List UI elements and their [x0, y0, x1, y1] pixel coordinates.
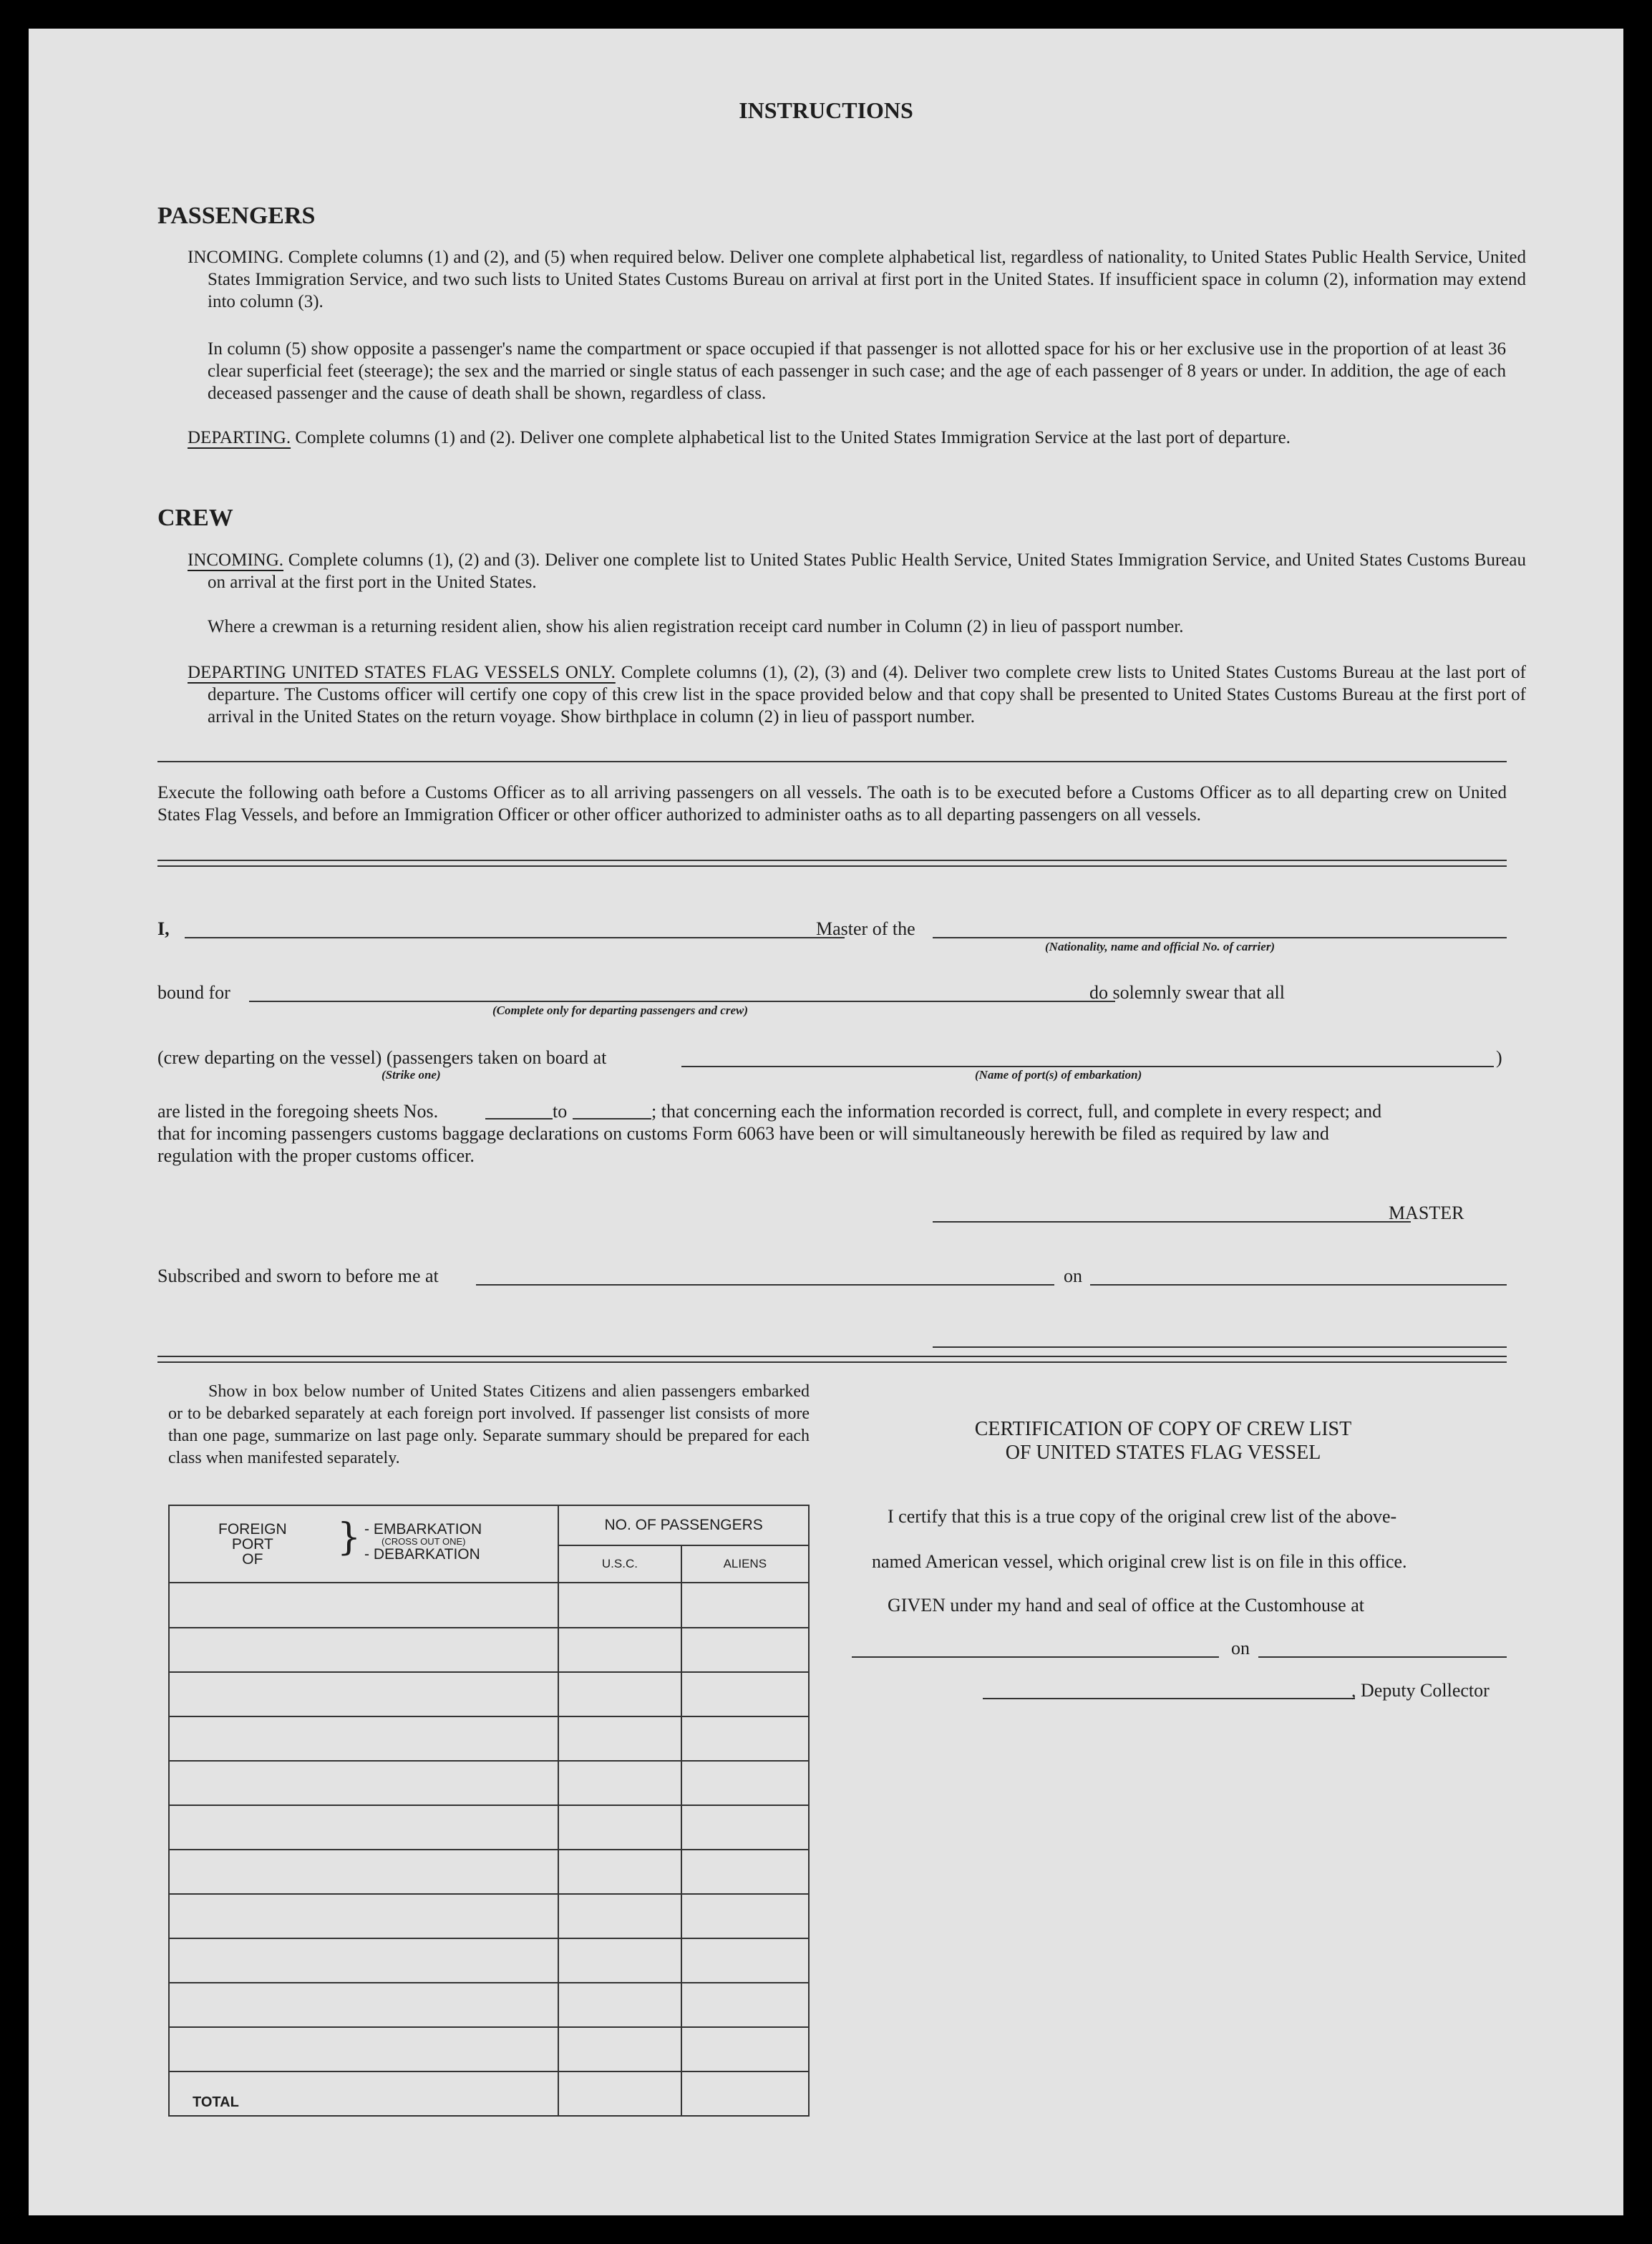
sheets-to-field[interactable] — [573, 1092, 651, 1119]
crew-departing-paragraph — [188, 661, 1526, 728]
aliens-cell[interactable] — [681, 2027, 809, 2071]
embarkation-label: - EMBARKATION — [364, 1521, 482, 1538]
passengers-departing-paragraph — [188, 427, 1526, 449]
crew-departing-label: DEPARTING UNITED STATES FLAG VESSELS ONLY. — [188, 663, 616, 682]
port-cell[interactable] — [169, 1938, 558, 1983]
passenger-summary-table — [168, 1505, 810, 2117]
usc-cell[interactable] — [558, 1983, 681, 2027]
certification-title-1: CERTIFICATION OF COPY OF CREW LIST — [974, 1418, 1352, 1440]
deputy-signature-field[interactable] — [983, 1671, 1355, 1699]
sheets-prefix: are listed in the foregoing sheets Nos. — [157, 1101, 439, 1122]
passengers-incoming-paragraph — [188, 246, 1526, 313]
oath-instructions: Execute the following oath before a Customs Officer as to all arriving passengers on all vessels. The oath is to be executed before a Customs Officer as to all departing crew on United States Flag Vessels, and before an Immigration Officer or other officer authorized to administer oaths as to all departing passengers on all vessels. — [157, 783, 1507, 825]
deputy-collector-label: , Deputy Collector — [1351, 1680, 1490, 1701]
port-cell[interactable] — [169, 1850, 558, 1894]
brace-icon: } — [337, 1516, 361, 1559]
master-name-field[interactable] — [185, 908, 845, 938]
passengers-heading: PASSENGERS — [157, 203, 316, 229]
usc-cell[interactable] — [558, 1850, 681, 1894]
cross-out-label: (CROSS OUT ONE) — [382, 1536, 466, 1547]
sworn-on-label: on — [1064, 1266, 1082, 1286]
passengers-departing-label: DEPARTING. — [188, 428, 291, 447]
usc-cell[interactable] — [558, 1761, 681, 1805]
master-signature-field[interactable] — [933, 1193, 1411, 1223]
sheets-suffix: ; that concerning each the information recorded is correct, full, and complete in every respect; and — [651, 1101, 1382, 1122]
sworn-date-field[interactable] — [1090, 1257, 1507, 1286]
sheets-from-field[interactable] — [485, 1092, 553, 1119]
port-header-cell — [169, 1505, 558, 1583]
port-cell[interactable] — [169, 2027, 558, 2071]
usc-cell[interactable] — [558, 1672, 681, 1716]
no-passengers-header: NO. OF PASSENGERS — [558, 1505, 809, 1545]
aliens-total-cell[interactable] — [681, 2071, 809, 2116]
oath-line-2: that for incoming passengers customs baggage declarations on customs Form 6063 have been or will simultaneously herewith be filed as required by law and — [157, 1123, 1329, 1144]
aliens-cell[interactable] — [681, 1894, 809, 1938]
port-cell[interactable] — [169, 1761, 558, 1805]
usc-cell[interactable] — [558, 1894, 681, 1938]
port-caption: (Name of port(s) of embarkation) — [975, 1068, 1142, 1082]
master-of-the-label: Master of the — [816, 918, 915, 939]
customhouse-field[interactable] — [852, 1629, 1219, 1658]
usc-header: U.S.C. — [558, 1545, 681, 1583]
port-cell[interactable] — [169, 1583, 558, 1628]
double-divider — [157, 860, 1507, 867]
crew-resident-paragraph: Where a crewman is a returning resident alien, show his alien registration receipt card number in Column (2) in lieu of passport number. — [208, 617, 1184, 636]
divider — [157, 761, 1507, 762]
crew-incoming-paragraph — [188, 549, 1526, 593]
sheets-to-label: to — [553, 1101, 568, 1122]
certification-on-label: on — [1231, 1638, 1250, 1658]
total-label: TOTAL — [169, 2071, 558, 2116]
certification-title-2: OF UNITED STATES FLAG VESSEL — [1005, 1442, 1321, 1464]
bound-for-label: bound for — [157, 982, 230, 1003]
port-cell[interactable] — [169, 1894, 558, 1938]
double-divider-lower — [157, 1356, 1507, 1363]
aliens-cell[interactable] — [681, 1761, 809, 1805]
officer-signature-field[interactable] — [933, 1321, 1507, 1348]
passengers-incoming-text: Complete columns (1) and (2), and (5) when required below. Deliver one complete alphabetical list, regardless of nationality, to United States Public Health Service, United States Immigration Service, and two such lists to United States Customs Bureau on arrival at first port in the United States. If insufficient space in column (2), information may extend into column (3). — [208, 248, 1526, 311]
aliens-header: ALIENS — [681, 1545, 809, 1583]
usc-cell[interactable] — [558, 1938, 681, 1983]
certification-text-2: named American vessel, which original crew list is on file in this office. — [872, 1551, 1407, 1572]
port-cell[interactable] — [169, 1983, 558, 2027]
bound-for-field[interactable] — [249, 973, 1115, 1002]
usc-cell[interactable] — [558, 1583, 681, 1628]
aliens-cell[interactable] — [681, 1805, 809, 1850]
usc-cell[interactable] — [558, 2027, 681, 2071]
certification-text-3: GIVEN under my hand and seal of office at the Customhouse at — [888, 1595, 1364, 1616]
aliens-cell[interactable] — [681, 1850, 809, 1894]
port-cell[interactable] — [169, 1805, 558, 1850]
col-foreign: FOREIGN — [218, 1521, 287, 1538]
carrier-field[interactable] — [933, 908, 1507, 938]
crew-incoming-label: INCOMING. — [188, 550, 284, 570]
port-cell[interactable] — [169, 1716, 558, 1761]
crew-departing-strike-label: (crew departing on the vessel) (passengers taken on board at — [157, 1047, 607, 1068]
sworn-place-field[interactable] — [476, 1257, 1054, 1286]
debarkation-label: - DEBARKATION — [364, 1546, 480, 1563]
carrier-caption: (Nationality, name and official No. of carrier) — [1045, 940, 1276, 953]
embarkation-ports-field[interactable] — [681, 1037, 1494, 1067]
port-cell[interactable] — [169, 1628, 558, 1672]
crew-departing-text: Complete columns (1), (2), (3) and (4). Deliver two complete crew lists to United States Customs Bureau at the last port of departure. The Customs officer will certify one copy of this crew list in the space provided below and that copy shall be presented to United States Customs Bureau at the first port of arrival in the United States on the return voyage. Show birthplace in column (2) in lieu of passport number. — [208, 663, 1526, 727]
passengers-departing-text: Complete columns (1) and (2). Deliver one complete alphabetical list to the United States Immigration Service at the last port of departure. — [291, 428, 1291, 447]
page-title: INSTRUCTIONS — [739, 97, 913, 123]
oath-line-3: regulation with the proper customs officer. — [157, 1145, 475, 1166]
strike-caption: (Strike one) — [382, 1068, 441, 1082]
usc-cell[interactable] — [558, 1628, 681, 1672]
aliens-cell[interactable] — [681, 1716, 809, 1761]
crew-incoming-text: Complete columns (1), (2) and (3). Deliver one complete list to United States Public Health Service, United States Immigration Service, and United States Customs Bureau on arrival at the first port in the United States. — [208, 550, 1526, 592]
summary-instructions: Show in box below number of United States Citizens and alien passengers embarked or to be debarked separately at each foreign port involved. If passenger list consists of more than one page, summarize on last page only. Separate summary should be prepared for each class when manifested separately. — [168, 1382, 810, 1467]
usc-cell[interactable] — [558, 1716, 681, 1761]
passengers-incoming-label: INCOMING. — [188, 248, 284, 267]
col-port: PORT — [231, 1536, 273, 1553]
aliens-cell[interactable] — [681, 1938, 809, 1983]
oath-i-label: I, — [157, 918, 170, 939]
form-page — [29, 29, 1623, 2215]
usc-cell[interactable] — [558, 1805, 681, 1850]
passengers-column5-paragraph: In column (5) show opposite a passenger's name the compartment or space occupied if that passenger is not allotted space for his or her exclusive use in the proportion of at least 36 clear superficial feet (steerage); the sex and the married or single status of each passenger in such case; and the age of each passenger of 8 years or under. In addition, the age of each deceased passenger and the cause of death shall be shown, regardless of class. — [208, 339, 1506, 403]
subscribed-label: Subscribed and sworn to before me at — [157, 1266, 439, 1286]
master-label: MASTER — [1389, 1203, 1464, 1223]
port-cell[interactable] — [169, 1672, 558, 1716]
aliens-cell[interactable] — [681, 1583, 809, 1628]
close-paren: ) — [1496, 1047, 1502, 1068]
certification-text-1: I certify that this is a true copy of the original crew list of the above- — [888, 1506, 1397, 1527]
aliens-cell[interactable] — [681, 1983, 809, 2027]
swear-label: do solemnly swear that all — [1089, 982, 1285, 1003]
aliens-cell[interactable] — [681, 1628, 809, 1672]
aliens-cell[interactable] — [681, 1672, 809, 1716]
crew-heading: CREW — [157, 505, 233, 531]
bound-for-caption: (Complete only for departing passengers and crew) — [492, 1004, 748, 1017]
col-of: OF — [242, 1551, 263, 1568]
certification-date-field[interactable] — [1258, 1629, 1507, 1658]
usc-total-cell[interactable] — [558, 2071, 681, 2116]
